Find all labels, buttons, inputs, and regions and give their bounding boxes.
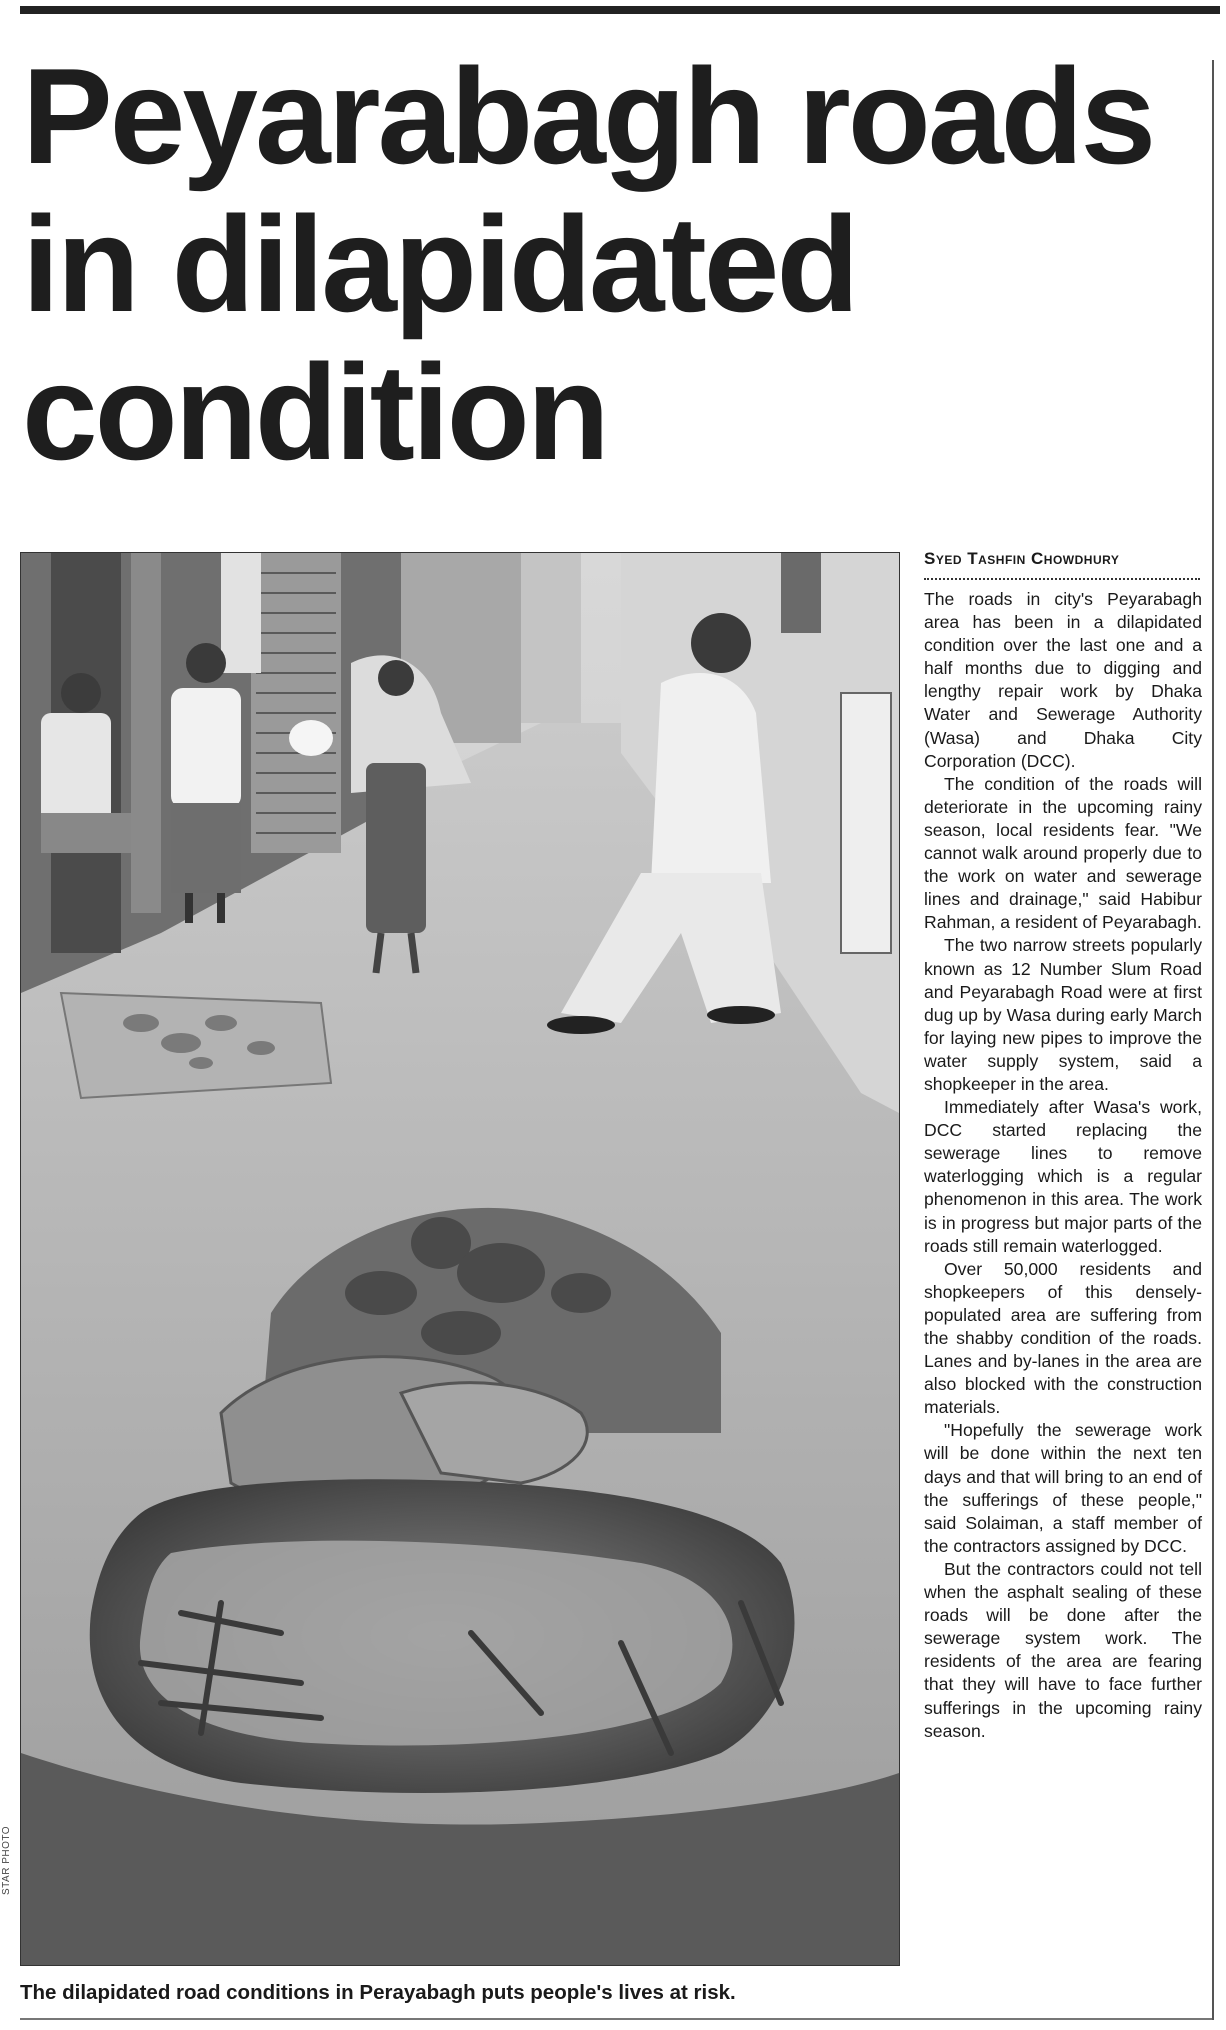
article-paragraph: The two narrow streets popularly known as 12 Number Slum Road and Peyarabagh Road were at first dug up by Wasa during early March for laying new pipes to improve the water supply system, said a shopkeeper in the area.: [924, 935, 1202, 1094]
photo-credit: STAR PHOTO: [1, 1825, 12, 1895]
photo-caption: The dilapidated road conditions in Perayabagh puts people's lives at risk.: [20, 1981, 736, 2004]
article-paragraph: Immediately after Wasa's work, DCC started replacing the sewerage lines to remove waterlogging which is a regular phenomenon in this area. The work is in progress but major parts of the roads still remain waterlogged.: [924, 1097, 1202, 1256]
top-rule: [20, 6, 1220, 14]
headline: Peyarabagh roads in dilapidated condition: [22, 40, 1154, 488]
article-paragraph: But the contractors could not tell when the asphalt sealing of these roads will be done after the sewerage system work. The residents of the area are fearing that they will have to face further sufferings in the upcoming rainy season.: [924, 1558, 1202, 1741]
article-body: [924, 588, 1202, 1743]
byline: Syed Tashfin Chowdhury: [924, 549, 1120, 568]
article-paragraph: "Hopefully the sewerage work will be done within the next ten days and that will bring to an end of the sufferings of these people," said Solaiman, a staff member of the contractors assigned by DCC.: [924, 1420, 1202, 1556]
article-paragraph: The roads in city's Peyarabagh area has been in a dilapidated condition over the last one and a half months due to digging and lengthy repair work by Dhaka Water and Sewerage Authority (Wasa) and Dhaka City Corporation (DCC).: [924, 589, 1202, 771]
column-rule: [1212, 60, 1214, 2020]
street-photo-illustration: [21, 553, 899, 1965]
article-paragraph: Over 50,000 residents and shopkeepers of this densely-populated area are suffering from the shabby condition of the roads. Lanes and by-lanes in the area are also blocked with the construction materials.: [924, 1258, 1202, 1418]
bottom-rule: [20, 2018, 1212, 2020]
article-paragraph: The condition of the roads will deteriorate in the upcoming rainy season, local residents fear. "We cannot walk around properly due to the work on water and sewerage lines and drainage," said Habibur Rahman, a resident of Peyarabagh.: [924, 773, 1202, 933]
news-photo: [20, 552, 900, 1966]
byline-divider: [924, 572, 1200, 580]
